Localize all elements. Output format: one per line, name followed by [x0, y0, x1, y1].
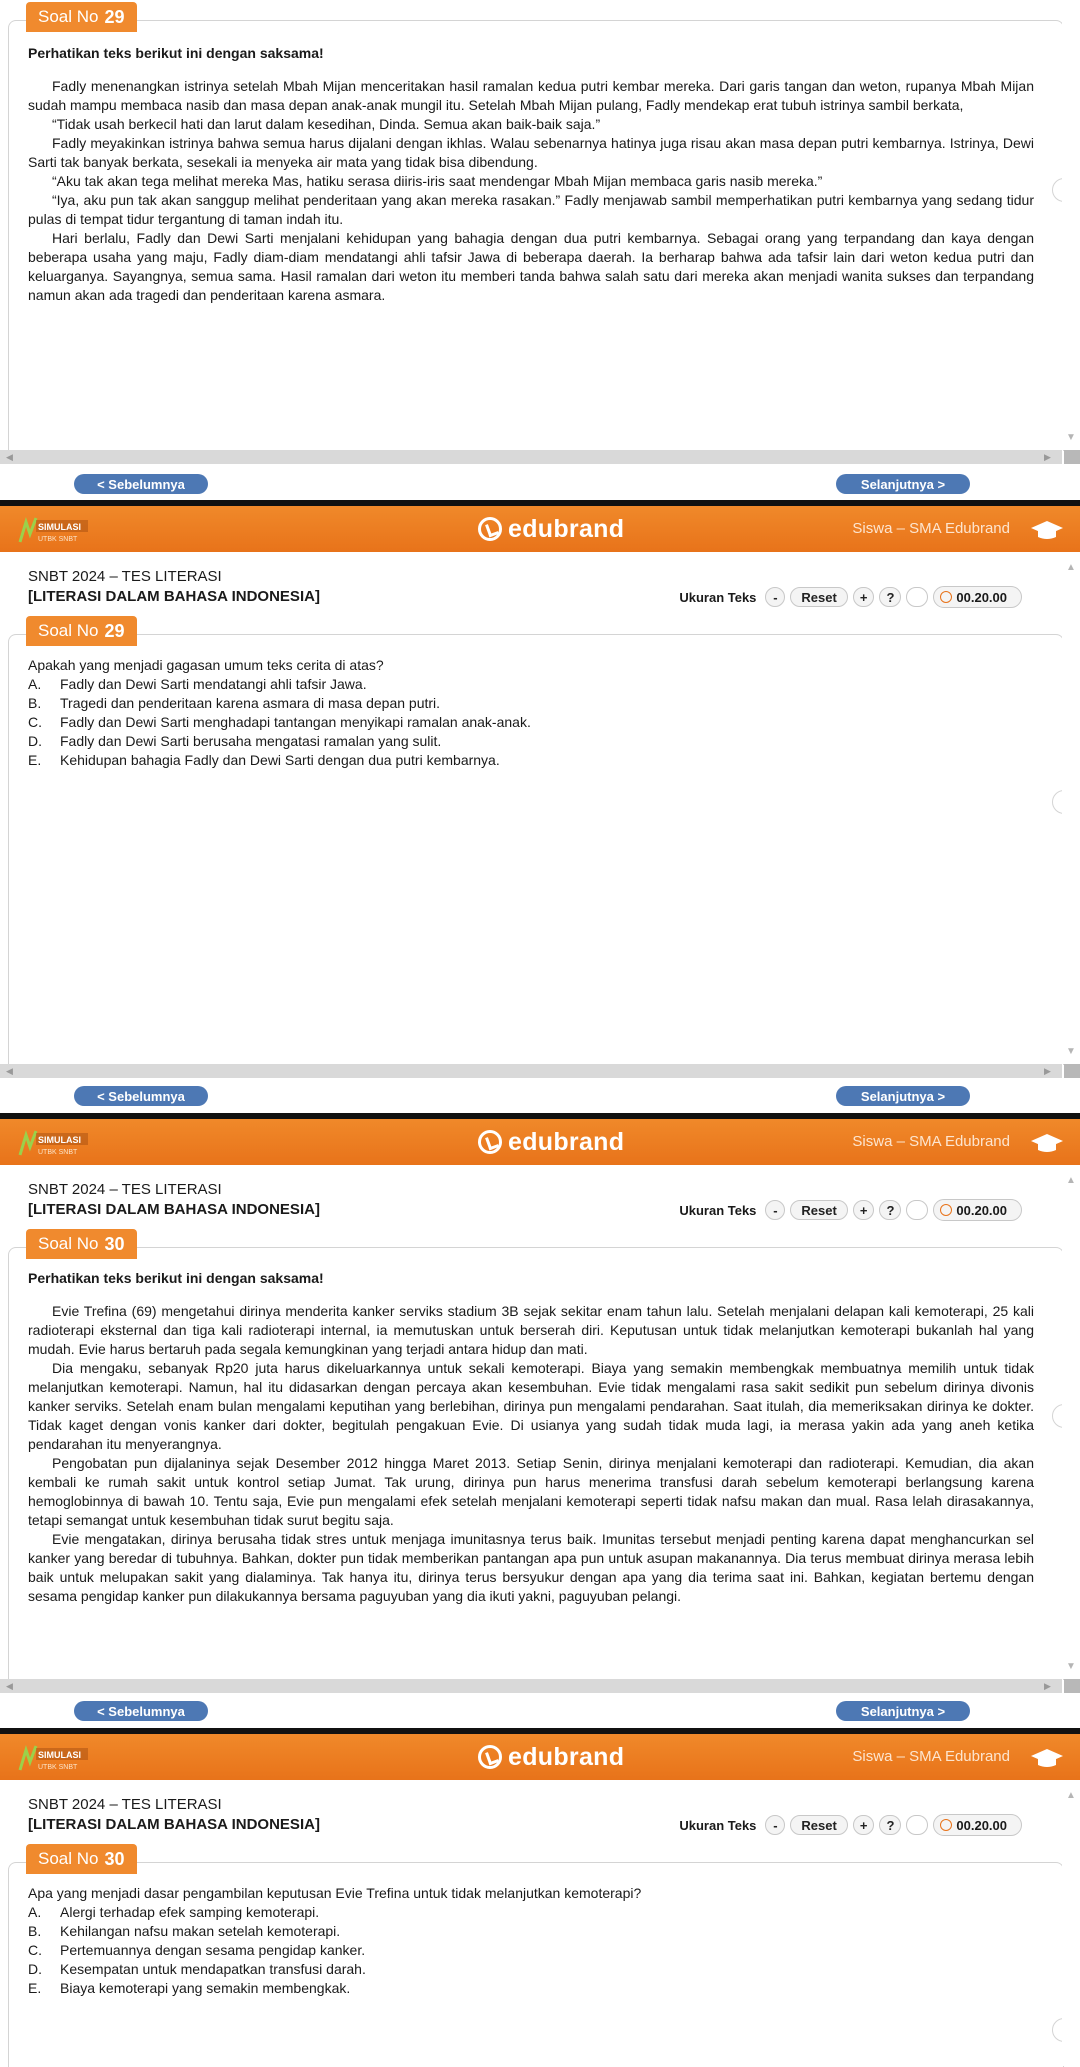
timer-value: 00.20.00	[956, 589, 1007, 605]
help-button[interactable]: ?	[879, 587, 901, 607]
option-b[interactable]	[28, 694, 1034, 713]
reset-button[interactable]: Reset	[790, 587, 847, 607]
screen-3	[0, 1119, 1080, 1728]
next-button[interactable]: Selanjutnya >	[836, 1701, 970, 1721]
help-button[interactable]: ?	[879, 1815, 901, 1835]
option-b[interactable]	[28, 1922, 1034, 1941]
user-label: Siswa – SMA Edubrand	[852, 520, 1010, 537]
next-button[interactable]: Selanjutnya >	[836, 1086, 970, 1106]
option-letter: C.	[28, 1942, 42, 1958]
paragraph: Dia mengaku, sebanyak Rp20 juta harus dikeluarkannya untuk sekali kemoterapi. Biaya yang semakin membengkak membuatnya memilih untuk tidak melanjutkan kemoterapi. Namun, hal itu didasarkan dengan percaya akan kesembuhan. Evie tidak mengalami rasa sakit sedikit pun sebelum dirinya divonis kanker serviks. Setelah enam bulan mengalami keputihan yang berlebihan, dirinya pun mengalami pendarahan. Saat itulah, dia memeriksakan dirinya ke dokter. Tidak kaget dengan vonis kanker dari dokter, begitulah pengakuan Evie. Di usianya yang sudah tidak muda lagi, ia merasa yakin ada yang aneh ketika pendarahan itu menyerangnya.	[28, 1360, 1034, 1452]
scroll-corner	[1064, 1679, 1080, 1693]
font-increase-button[interactable]: +	[853, 1200, 875, 1220]
horizontal-scrollbar[interactable]	[0, 1064, 1062, 1078]
option-letter: D.	[28, 733, 42, 749]
brand-logo	[478, 514, 624, 544]
timer-value: 00.20.00	[956, 1202, 1007, 1218]
option-text: Fadly dan Dewi Sarti menghadapi tantangan menyikapi ramalan anak-anak.	[60, 714, 531, 730]
clock-icon	[940, 591, 952, 603]
scroll-down-icon[interactable]: ▼	[1066, 1661, 1076, 1672]
scroll-left-icon[interactable]: ◀	[6, 1681, 13, 1691]
font-increase-button[interactable]: +	[853, 1815, 875, 1835]
app-header	[0, 506, 1080, 552]
option-d[interactable]	[28, 1960, 1034, 1979]
vertical-scrollbar[interactable]	[1062, 20, 1080, 450]
font-decrease-button[interactable]: -	[765, 1200, 785, 1220]
option-a[interactable]	[28, 675, 1034, 694]
flag-button[interactable]	[906, 1815, 928, 1835]
user-label: Siswa – SMA Edubrand	[852, 1748, 1010, 1765]
toolbar	[679, 586, 1022, 608]
option-c[interactable]	[28, 1941, 1034, 1960]
scroll-corner	[1064, 1064, 1080, 1078]
vertical-scrollbar[interactable]	[1062, 552, 1080, 1064]
toolbar	[679, 1814, 1022, 1836]
scroll-right-icon[interactable]: ▶	[1044, 1681, 1051, 1691]
exam-title: SNBT 2024 – TES LITERASI	[28, 1181, 222, 1198]
help-button[interactable]: ?	[879, 1200, 901, 1220]
option-text: Kehidupan bahagia Fadly dan Dewi Sarti dengan dua putri kembarnya.	[60, 752, 500, 768]
vertical-scrollbar[interactable]	[1062, 1780, 1080, 2066]
screen-2	[0, 506, 1080, 1113]
reset-button[interactable]: Reset	[790, 1200, 847, 1220]
scroll-corner	[1064, 450, 1080, 464]
soal-number: 29	[104, 6, 125, 27]
option-d[interactable]	[28, 732, 1034, 751]
prev-button[interactable]: < Sebelumnya	[74, 1701, 208, 1721]
logo-text: SIMULASI	[38, 522, 82, 532]
exam-subtitle: [LITERASI DALAM BAHASA INDONESIA]	[28, 1201, 320, 1218]
logo-text: SIMULASI	[38, 1750, 82, 1760]
text-size-label: Ukuran Teks	[679, 589, 757, 605]
paragraph: “Iya, aku pun tak akan sanggup melihat penderitaan yang akan mereka rasakan.” Fadly menjawab sambil memperhatikan putri kembarnya yang sedang tidur pulas di tempat tidur tergantung di taman indah itu.	[28, 192, 1034, 227]
question-block	[28, 1884, 1034, 1998]
timer-value: 00.20.00	[956, 1817, 1007, 1833]
option-letter: A.	[28, 1904, 42, 1920]
app-header	[0, 1734, 1080, 1780]
paragraph: “Aku tak akan tega melihat mereka Mas, hatiku serasa diiris-iris saat mendengar Mbah Mijan membaca garis nasib mereka.”	[52, 173, 823, 189]
option-e[interactable]	[28, 751, 1034, 770]
brand-name: edubrand	[508, 514, 625, 543]
option-text: Kehilangan nafsu makan setelah kemoterapi.	[60, 1923, 341, 1939]
prev-button[interactable]: < Sebelumnya	[74, 1086, 208, 1106]
question-block	[28, 656, 1034, 770]
scroll-left-icon[interactable]: ◀	[6, 452, 13, 462]
option-text: Alergi terhadap efek samping kemoterapi.	[60, 1904, 320, 1920]
next-button[interactable]: Selanjutnya >	[836, 474, 970, 494]
exam-subtitle: [LITERASI DALAM BAHASA INDONESIA]	[28, 588, 320, 605]
graduation-cap-icon	[1030, 1130, 1064, 1154]
option-letter: D.	[28, 1961, 42, 1977]
scroll-up-icon[interactable]: ▲	[1066, 562, 1076, 573]
exam-title: SNBT 2024 – TES LITERASI	[28, 568, 222, 585]
paragraph: Fadly menenangkan istrinya setelah Mbah Mijan menceritakan hasil ramalan kedua putri kembar mereka. Dari garis tangan dan weton, rupanya Mbah Mijan sudah mampu membaca nasib dan masa depan anak-anak mungil itu. Setelah Mbah Mijan pulang, Fadly mendekap erat tubuh istrinya sambil berkata,	[28, 78, 1034, 113]
exam-subtitle: [LITERASI DALAM BAHASA INDONESIA]	[28, 1816, 320, 1833]
flag-button[interactable]	[906, 1200, 928, 1220]
soal-number: 29	[104, 620, 125, 641]
font-decrease-button[interactable]: -	[765, 587, 785, 607]
scroll-left-icon[interactable]: ◀	[6, 1066, 13, 1076]
reading-text	[28, 44, 1034, 305]
toolbar	[679, 1199, 1022, 1221]
option-a[interactable]	[28, 1903, 1034, 1922]
option-letter: E.	[28, 752, 42, 768]
graduation-cap-icon	[1030, 517, 1064, 541]
horizontal-scrollbar[interactable]	[0, 450, 1062, 464]
soal-number-tab	[26, 1844, 137, 1874]
brand-logo	[478, 1127, 624, 1157]
timer	[933, 586, 1022, 608]
scroll-up-icon[interactable]: ▲	[1066, 1175, 1076, 1186]
option-letter: E.	[28, 1980, 42, 1996]
question-text: Apakah yang menjadi gagasan umum teks cerita di atas?	[28, 657, 384, 673]
option-text: Kesempatan untuk mendapatkan transfusi darah.	[60, 1961, 366, 1977]
brand-mark-icon	[478, 1745, 502, 1769]
option-letter: B.	[28, 695, 42, 711]
option-text: Biaya kemoterapi yang semakin membengkak.	[60, 1980, 351, 1996]
option-c[interactable]	[28, 713, 1034, 732]
brand-logo	[478, 1742, 624, 1772]
soal-number-tab	[26, 616, 137, 646]
soal-label: Soal No	[38, 1849, 99, 1868]
user-label: Siswa – SMA Edubrand	[852, 1133, 1010, 1150]
graduation-cap-icon	[1030, 1745, 1064, 1769]
logo-text: SIMULASI	[38, 1135, 82, 1145]
option-e[interactable]	[28, 1979, 1034, 1998]
option-letter: C.	[28, 714, 42, 730]
font-decrease-button[interactable]: -	[765, 1815, 785, 1835]
question-text: Apa yang menjadi dasar pengambilan keputusan Evie Trefina untuk tidak melanjutkan kemoterapi?	[28, 1885, 642, 1901]
text-size-label: Ukuran Teks	[679, 1817, 757, 1833]
paragraph: Evie mengatakan, dirinya berusaha tidak stres untuk menjaga imunitasnya terus baik. Imunitas tersebut menjadi penting karena dapat menghancurkan sel kanker yang beredar di tubuhnya. Bahkan, dokter pun tidak memberikan pantangan apa pun untuk asupan makanannya. Dia terus membuat dirinya merasa lebih baik untuk melupakan sakit yang dialaminya. Tak hanya itu, dirinya terus bersyukur dengan apa yang dia terima saat ini. Bahkan, kegiatan bertemu dengan sesama pengidap kanker pun dilakukannya bersama paguyuban yang dia ikuti yakni, paguyuban pelangi.	[28, 1531, 1034, 1604]
option-text: Tragedi dan penderitaan karena asmara di masa depan putri.	[60, 695, 441, 711]
option-letter: A.	[28, 676, 42, 692]
brand-mark-icon	[478, 517, 502, 541]
app-header	[0, 1119, 1080, 1165]
logo-sub: UTBK SNBT	[38, 1149, 78, 1156]
exam-title: SNBT 2024 – TES LITERASI	[28, 1796, 222, 1813]
option-letter: B.	[28, 1923, 42, 1939]
scroll-right-icon[interactable]: ▶	[1044, 452, 1051, 462]
reset-button[interactable]: Reset	[790, 1815, 847, 1835]
screen-4	[0, 1734, 1080, 2066]
option-text: Fadly dan Dewi Sarti berusaha mengatasi ramalan yang sulit.	[60, 733, 442, 749]
paragraph: Hari berlalu, Fadly dan Dewi Sarti menjalani kehidupan yang bahagia dengan dua putri kembarnya. Sebagai orang yang terpandang dan kaya dengan beberapa usaha yang maju, Fadly diam-diam mendatangi ahli tafsir Jawa di beberapa daerah. Ia berharap bahwa ada tafsir lain dari weton kedua putri dan keluarganya. Sayangnya, semua sama. Hasil ramalan dari weton itu memberi tanda bahwa salah satu dari mereka akan menjadi wanita sukses dan terpandang namun akan ada tragedi dan penderitaan karena asmara.	[28, 230, 1034, 303]
logo-sub: UTBK SNBT	[38, 1764, 78, 1771]
scroll-down-icon[interactable]: ▼	[1066, 1046, 1076, 1057]
option-text: Fadly dan Dewi Sarti mendatangi ahli tafsir Jawa.	[60, 676, 367, 692]
scroll-down-icon[interactable]: ▼	[1066, 432, 1076, 443]
text-size-label: Ukuran Teks	[679, 1202, 757, 1218]
flag-button[interactable]	[906, 587, 928, 607]
timer	[933, 1199, 1022, 1221]
scroll-right-icon[interactable]: ▶	[1044, 1066, 1051, 1076]
simulasi-logo-icon	[16, 514, 92, 546]
soal-label: Soal No	[38, 1234, 99, 1253]
prev-button[interactable]: < Sebelumnya	[74, 474, 208, 494]
paragraph: “Tidak usah berkecil hati dan larut dalam kesedihan, Dinda. Semua akan baik-baik saja.”	[52, 116, 601, 132]
horizontal-scrollbar[interactable]	[0, 1679, 1062, 1693]
timer	[933, 1814, 1022, 1836]
option-text: Pertemuannya dengan sesama pengidap kanker.	[60, 1942, 366, 1958]
simulasi-logo-icon	[16, 1742, 92, 1774]
soal-number-tab	[26, 2, 137, 32]
paragraph: Evie Trefina (69) mengetahui dirinya menderita kanker serviks stadium 3B sejak sekitar enam tahun lalu. Setelah menjalani delapan kali kemoterapi, 25 kali radioterapi eksternal dan tiga kali radioterapi internal, ia memutuskan untuk berserah diri. Keputusan untuk tidak melanjutkan kemoterapi bukanlah hal yang mudah. Evie harus bertaruh pada segala kemungkinan yang terjadi antara hidup dan mati.	[28, 1303, 1034, 1357]
reading-text	[28, 1269, 1034, 1606]
vertical-scrollbar[interactable]	[1062, 1165, 1080, 1679]
screen-1	[0, 0, 1080, 500]
font-increase-button[interactable]: +	[853, 587, 875, 607]
logo-sub: UTBK SNBT	[38, 536, 78, 543]
simulasi-logo-icon	[16, 1127, 92, 1159]
clock-icon	[940, 1819, 952, 1831]
soal-number: 30	[104, 1848, 125, 1869]
paragraph: Pengobatan pun dijalaninya sejak Desember 2012 hingga Maret 2013. Setiap Senin, dirinya menjalani kemoterapi dan radioterapi. Kemudian, dia akan kembali ke rumah sakit untuk kontrol setiap Jumat. Tak urung, dirinya pun harus menerima transfusi darah sebelum kemoterapi berlangsung karena hemoglobinnya di bawah 10. Tentu saja, Evie pun mengalami efek setelah menjalani kemoterapi seperti tidak nafsu makan dan mual. Rasa lelah dirasakannya, tetapi semangat untuk kesembuhan tidak surut begitu saja.	[28, 1455, 1034, 1528]
brand-name: edubrand	[508, 1742, 625, 1771]
paragraph: Fadly meyakinkan istrinya bahwa semua harus dijalani dengan ikhlas. Walau sebenarnya hatinya juga risau akan masa depan putri kembarnya. Istrinya, Dewi Sarti tak banyak berkata, sesekali ia menyeka air mata yang tidak bisa dibendung.	[28, 135, 1034, 170]
text-heading: Perhatikan teks berikut ini dengan saksama!	[28, 1270, 324, 1286]
brand-mark-icon	[478, 1130, 502, 1154]
soal-label: Soal No	[38, 621, 99, 640]
soal-label: Soal No	[38, 7, 99, 26]
text-heading: Perhatikan teks berikut ini dengan saksama!	[28, 45, 324, 61]
brand-name: edubrand	[508, 1127, 625, 1156]
soal-number: 30	[104, 1233, 125, 1254]
soal-number-tab	[26, 1229, 137, 1259]
scroll-up-icon[interactable]: ▲	[1066, 1790, 1076, 1801]
clock-icon	[940, 1204, 952, 1216]
